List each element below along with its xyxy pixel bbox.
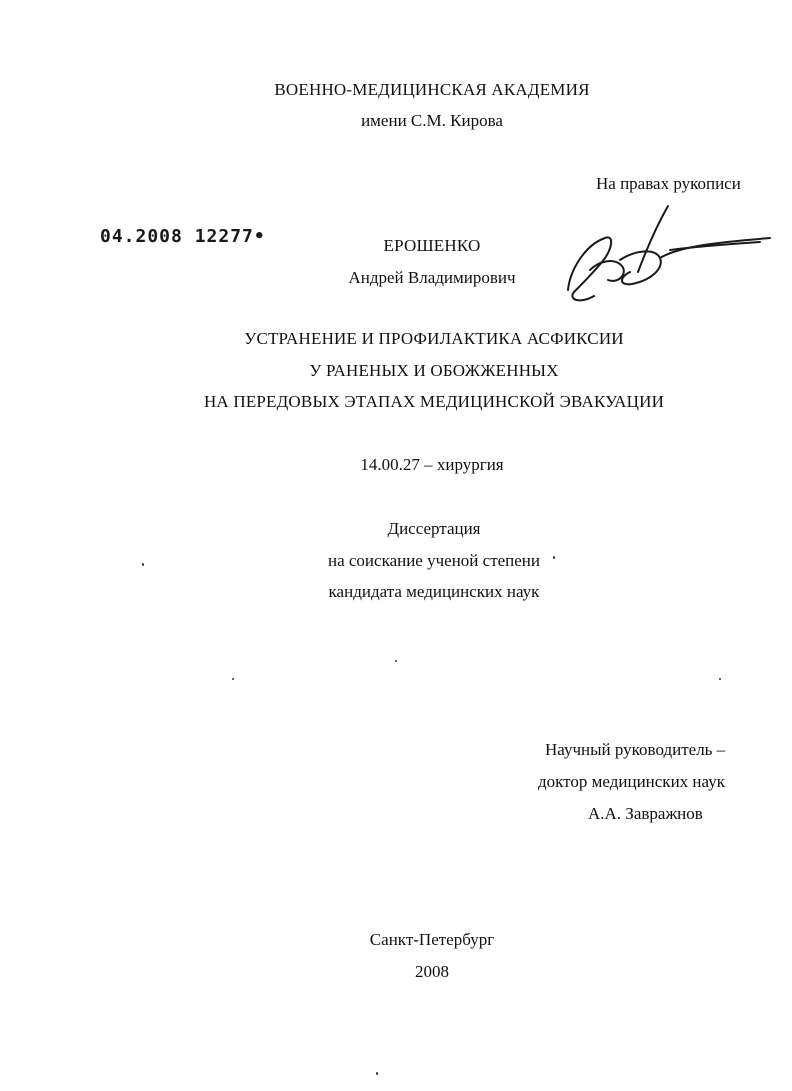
signature-icon <box>560 200 780 310</box>
degree-purpose: на соискание ученой степени <box>327 551 541 570</box>
work-type: Диссертация <box>387 519 481 538</box>
scan-speck <box>553 556 555 559</box>
rights-note: На правах рукописи <box>596 174 741 193</box>
title-line-1: УСТРАНЕНИЕ И ПРОФИЛАКТИКА АСФИКСИИ <box>244 329 624 348</box>
scan-speck <box>376 1072 378 1075</box>
scan-speck <box>395 660 397 662</box>
scan-speck <box>142 563 144 566</box>
scan-speck <box>719 678 721 680</box>
academy-named-after: имени С.М. Кирова <box>361 111 503 130</box>
scan-speck <box>232 678 234 680</box>
author-surname: ЕРОШЕНКО <box>383 236 481 255</box>
stamp-number: 04.2008 12277 <box>100 226 254 247</box>
city: Санкт-Петербург <box>369 930 495 949</box>
year: 2008 <box>415 962 449 981</box>
degree-name: кандидата медицинских наук <box>328 582 540 601</box>
supervisor-role: Научный руководитель – <box>545 740 726 759</box>
title-line-3: НА ПЕРЕДОВЫХ ЭТАПАХ МЕДИЦИНСКОЙ ЭВАКУАЦИИ <box>203 392 665 411</box>
supervisor-name: А.А. Завражнов <box>588 804 703 823</box>
specialty-code: 14.00.27 – хирургия <box>360 455 504 474</box>
supervisor-degree: доктор медицинских наук <box>538 772 725 791</box>
title-line-2: У РАНЕНЫХ И ОБОЖЖЕННЫХ <box>309 361 559 380</box>
archive-stamp <box>100 226 266 247</box>
academy-name: ВОЕННО-МЕДИЦИНСКАЯ АКАДЕМИЯ <box>274 80 590 99</box>
stamp-mark: • <box>253 226 266 247</box>
author-given-names: Андрей Владимирович <box>348 268 516 287</box>
